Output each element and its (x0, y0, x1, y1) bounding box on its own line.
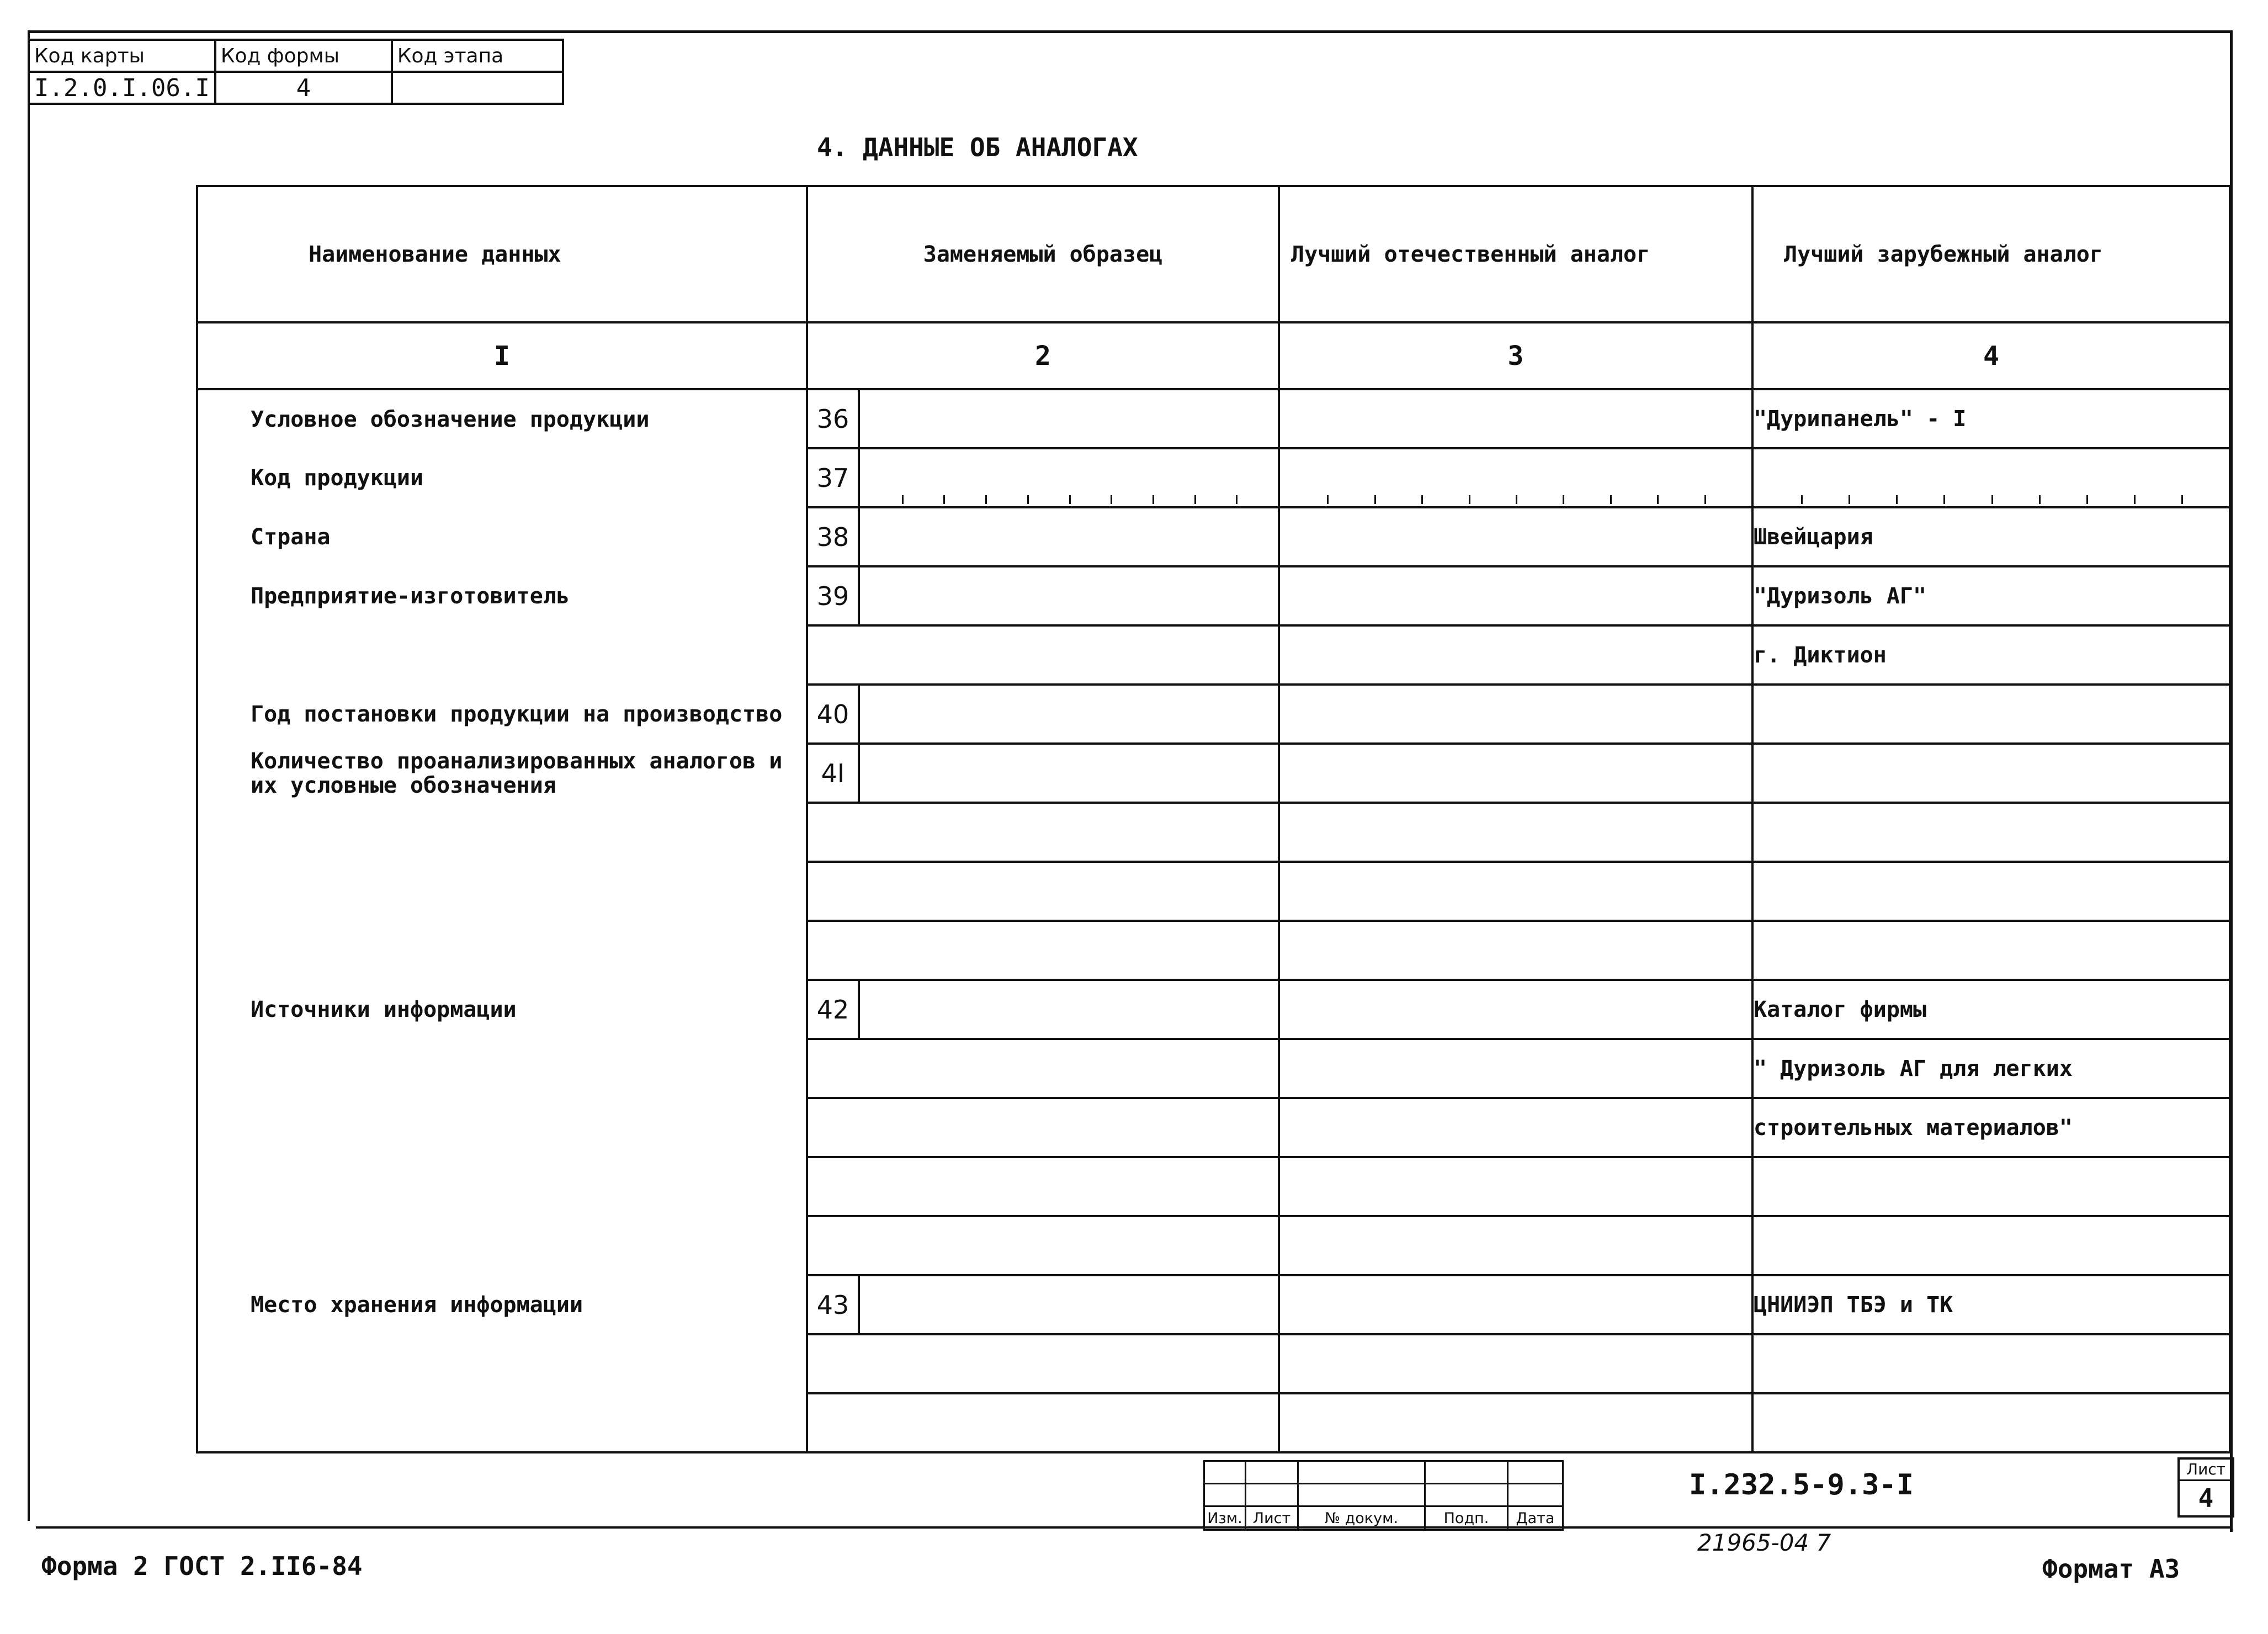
cell-replaced-sample (807, 921, 1279, 980)
column-number-row (197, 322, 2230, 389)
header-stamp (28, 39, 564, 105)
header-data-name: Наименование данных (197, 186, 807, 322)
table-row (197, 507, 2230, 566)
stage-code-value (392, 72, 563, 104)
row-name (197, 1334, 807, 1393)
frame-top-line (28, 30, 2233, 33)
row-name (197, 1039, 807, 1098)
cell-replaced-sample (807, 980, 1279, 1039)
table-row (197, 566, 2230, 625)
cell-replaced-sample (807, 625, 1279, 685)
sheet-label: Лист (2180, 1460, 2232, 1481)
column-number-3: 3 (1279, 322, 1752, 389)
cell-best-domestic (1279, 862, 1752, 921)
cell-best-domestic (1279, 566, 1752, 625)
cell-best-foreign: г. Диктион (1752, 625, 2230, 685)
table-row (197, 1216, 2230, 1275)
row-name (197, 625, 807, 685)
row-code: 43 (808, 1276, 860, 1333)
code-tick-marks (1754, 449, 2229, 506)
cell-best-domestic (1279, 1393, 1752, 1452)
row-name (197, 862, 807, 921)
label-sheet: Лист (1246, 1506, 1298, 1530)
cell-best-domestic (1279, 1157, 1752, 1216)
cell-best-foreign (1752, 744, 2230, 803)
cell-best-foreign: "Дуризоль АГ" (1752, 566, 2230, 625)
row-code: 40 (808, 686, 860, 742)
cell-best-foreign (1752, 685, 2230, 744)
row-name: Код продукции (197, 448, 807, 507)
cell-best-domestic (1279, 507, 1752, 566)
row-code: 36 (808, 390, 860, 447)
row-name (197, 1216, 807, 1275)
table-row (197, 448, 2230, 507)
table-row (197, 1098, 2230, 1157)
row-name (197, 1157, 807, 1216)
table-row (197, 980, 2230, 1039)
row-name (197, 803, 807, 862)
analogs-table (196, 185, 2231, 1453)
cell-best-foreign (1752, 1216, 2230, 1275)
table-row (197, 1275, 2230, 1334)
cell-best-domestic (1279, 1098, 1752, 1157)
card-code-value: I.2.0.I.06.I (29, 72, 215, 104)
cell-replaced-sample (807, 389, 1279, 448)
row-code: 39 (808, 567, 860, 624)
column-number-4: 4 (1752, 322, 2230, 389)
sheet-box (2177, 1457, 2234, 1518)
cell-replaced-sample (807, 448, 1279, 507)
label-change: Изм. (1204, 1506, 1246, 1530)
cell-replaced-sample (807, 862, 1279, 921)
label-signature: Подп. (1425, 1506, 1508, 1530)
row-name (197, 1393, 807, 1452)
row-code: 4I (808, 745, 860, 802)
table-row (197, 1393, 2230, 1452)
inventory-number: 21965-04 7 (1697, 1529, 1831, 1556)
table-row (197, 685, 2230, 744)
paper-format: Формат А3 (2042, 1554, 2180, 1584)
table-row (197, 1039, 2230, 1098)
row-code: 37 (808, 449, 860, 506)
cell-replaced-sample (807, 1098, 1279, 1157)
title-block-labels (1204, 1506, 1563, 1530)
cell-best-foreign (1752, 1157, 2230, 1216)
cell-best-domestic (1279, 1216, 1752, 1275)
label-document-number: № докум. (1298, 1506, 1425, 1530)
table-row (197, 803, 2230, 862)
title-block (1203, 1460, 1564, 1531)
cell-replaced-sample (807, 1334, 1279, 1393)
cell-replaced-sample (807, 507, 1279, 566)
cell-replaced-sample (807, 566, 1279, 625)
row-name: Место хранения информации (197, 1275, 807, 1334)
cell-replaced-sample (807, 1157, 1279, 1216)
cell-replaced-sample (807, 1216, 1279, 1275)
table-header-row (197, 186, 2230, 322)
header-best-foreign: Лучший зарубежный аналог (1752, 186, 2230, 322)
row-name: Источники информации (197, 980, 807, 1039)
stage-code-label: Код этапа (392, 40, 563, 72)
cell-best-foreign: " Дуризоль АГ для легких (1752, 1039, 2230, 1098)
column-number-2: 2 (807, 322, 1279, 389)
cell-best-domestic (1279, 389, 1752, 448)
cell-replaced-sample (807, 685, 1279, 744)
cell-best-domestic (1279, 685, 1752, 744)
cell-best-domestic (1279, 921, 1752, 980)
cell-replaced-sample (807, 803, 1279, 862)
table-row (197, 625, 2230, 685)
cell-best-foreign: ЦНИИЭП ТБЭ и ТК (1752, 1275, 2230, 1334)
table-row (197, 389, 2230, 448)
document-title: 4. ДАННЫЕ ОБ АНАЛОГАХ (817, 132, 1138, 162)
row-name: Предприятие-изготовитель (197, 566, 807, 625)
table-row (197, 921, 2230, 980)
frame-bottom-line (36, 1526, 2233, 1529)
card-code-label: Код карты (29, 40, 215, 72)
code-tick-marks (860, 449, 1278, 506)
sheet-number: 4 (2198, 1483, 2214, 1513)
code-tick-marks (1280, 449, 1751, 506)
row-name: Год постановки продукции на производство (197, 685, 807, 744)
cell-best-domestic (1279, 448, 1752, 507)
row-name (197, 921, 807, 980)
row-code: 38 (808, 508, 860, 565)
frame-left-line (28, 30, 30, 1521)
row-name: Страна (197, 507, 807, 566)
cell-best-foreign (1752, 921, 2230, 980)
cell-best-foreign: Швейцария (1752, 507, 2230, 566)
cell-best-domestic (1279, 625, 1752, 685)
column-number-1: I (197, 322, 807, 389)
row-code: 42 (808, 981, 860, 1038)
table-row (197, 1157, 2230, 1216)
cell-replaced-sample (807, 1039, 1279, 1098)
cell-best-domestic (1279, 744, 1752, 803)
cell-best-foreign: Каталог фирмы (1752, 980, 2230, 1039)
form-code-label: Код формы (215, 40, 392, 72)
form-code-value: 4 (215, 72, 392, 104)
cell-best-domestic (1279, 1275, 1752, 1334)
row-name: Количество проанализированных аналогов и их условные обозначения (197, 744, 807, 803)
cell-best-domestic (1279, 1334, 1752, 1393)
table-row (197, 862, 2230, 921)
cell-best-foreign: строительных материалов" (1752, 1098, 2230, 1157)
cell-best-foreign: "Дурипанель" - I (1752, 389, 2230, 448)
row-name (197, 1098, 807, 1157)
row-name: Условное обозначение продукции (197, 389, 807, 448)
cell-best-domestic (1279, 980, 1752, 1039)
form-standard: Форма 2 ГОСТ 2.II6-84 (41, 1551, 363, 1581)
cell-replaced-sample (807, 1275, 1279, 1334)
table-row (197, 744, 2230, 803)
label-date: Дата (1508, 1506, 1563, 1530)
cell-best-foreign (1752, 862, 2230, 921)
cell-replaced-sample (807, 744, 1279, 803)
table-row (197, 1334, 2230, 1393)
cell-best-foreign (1752, 448, 2230, 507)
document-number: I.232.5-9.3-I (1689, 1468, 1914, 1502)
cell-best-foreign (1752, 1334, 2230, 1393)
cell-best-foreign (1752, 1393, 2230, 1452)
cell-replaced-sample (807, 1393, 1279, 1452)
cell-best-domestic (1279, 1039, 1752, 1098)
cell-best-domestic (1279, 803, 1752, 862)
header-best-domestic: Лучший отечественный аналог (1279, 186, 1752, 322)
cell-best-foreign (1752, 803, 2230, 862)
header-replaced-sample: Заменяемый образец (807, 186, 1279, 322)
